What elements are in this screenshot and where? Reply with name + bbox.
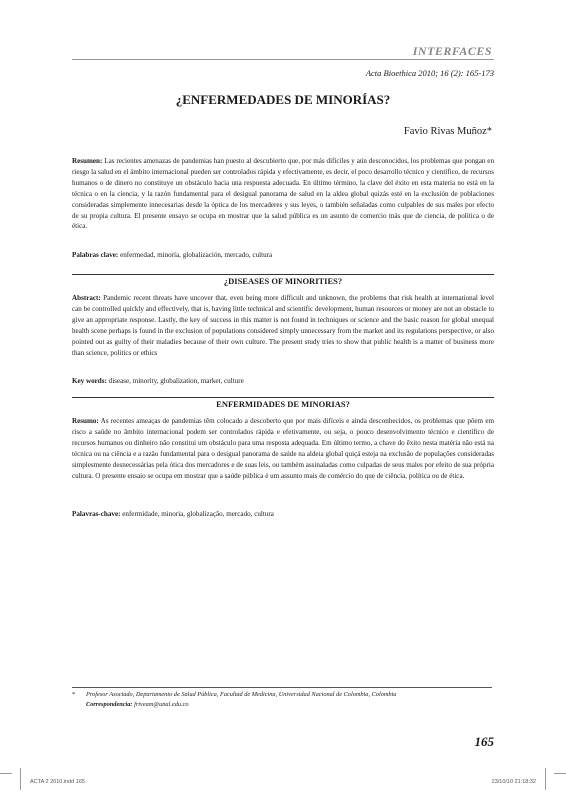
footnote-affiliation [72,690,494,700]
keywords-label: Palavras-chave: [72,510,121,518]
portuguese-title: ENFERMIDADES DE MINORIAS? [72,397,494,409]
abstract-label: Resumen: [72,157,103,165]
footnote-rule [72,687,492,688]
footnote-affiliation-text: Profesor Asociado, Departamento de Salud Pública, Facultad de Medicina, Universidad Nacional de Colombia, Colombia [86,691,397,698]
correspondence-email: friveam@unal.edu.co [134,700,189,708]
crop-mark [20,768,21,790]
abstract-label: Abstract: [72,294,101,302]
abstract-spanish [72,156,494,232]
correspondence-label: Correspondencia: [86,700,133,708]
english-title: ¿DISEASES OF MINORITIES? [72,274,494,286]
abstract-label: Resumo: [72,417,99,425]
author-footnote [72,690,494,709]
abstract-text: Pandemic recent threats have uncover that, even being more difficult and unknown, the problems that risk health at international level can be controlled quickly and effectively, that is, having little technical and scientific development, human resources or money are not an obstacle to give an appropriate response. Lastly, the key of success in this matter is not found in techniques or science and the basic reason for global unequal health scene perhaps is found in the exclusion of populations considered simply unnecessary from the market and its regulations perspective, or also pointed out as guilty of their maladies because of their own culture. The present study tries to show that public health is a matter of business more than science, politics or ethics [72,294,494,357]
crop-mark [554,773,566,774]
author-name: Favio Rivas Muñoz* [403,126,492,137]
keywords-label: Palabras clave: [72,251,119,259]
footnote-correspondence [72,700,494,710]
section-label: INTERFACES [412,44,492,58]
article-title: ¿ENFERMEDADES DE MINORÍAS? [175,92,391,107]
abstract-portuguese [72,416,494,481]
crop-mark [0,773,12,774]
keywords-label: Key words: [72,377,107,385]
keywords-text: enfermedad, minoría, globalización, mercado, cultura [120,251,273,259]
page-number: 165 [474,734,494,749]
journal-citation: Acta Bioethica 2010; 16 (2): 165-173 [365,68,494,78]
keywords-portuguese [72,509,494,520]
footnote-mark: * [72,691,76,698]
keywords-text: enfermidade, minoria, globalização, mercado, cultura [122,510,274,518]
keywords-english [72,376,494,387]
crop-mark [545,768,546,790]
header-rule [72,59,494,60]
keywords-text: disease, minority, globalization, market, culture [108,377,244,385]
keywords-spanish [72,250,494,261]
print-slug-date: 23/10/10 21:18:32 [491,779,536,785]
abstract-english [72,293,494,358]
print-slug-file: ACTA 2 2010.indd 165 [30,779,85,785]
abstract-text: As recentes ameaças de pandemias têm colocado a descoberto que por mais difíceis e ainda desconhecidos, os problemas que põem em risco a saúde no âmbito internacional podem ser controlados rápida e efetivamente, ou seja, o pouco desenvolvimento técnico e científico de recursos humanos ou dinheiro não constitui um obstáculo para uma resposta adequada. Em último termo, a chave do êxito nesta matéria não está na técnica ou na ciência e a razão fundamental para o desigual panorama de saúde na aldeia global quiçá esteja na exclusão de populações consideradas simplesmente desnecessárias pela ótica dos mercadores e de suas leis, ou também assinaladas como culpadas de seus males por efeito de sua própria cultura. O presente ensaio se ocupa em mostrar que a saúde pública é um assunto mais de comércio do que de ciência, política ou de ética. [72,417,494,480]
abstract-text: Las recientes amenazas de pandemias han puesto al descubierto que, por más difíciles y aún desconocidos, los problemas que pongan en riesgo la salud en el ámbito internacional pueden ser controlados rápida y efectivamente, es decir, el poco desarrollo técnico y científico, de recursos humanos o de dinero no constituye un obstáculo hacia una respuesta adecuada. En último término, la clave del éxito en esta materia no está en la técnica o en la ciencia, y la razón fundamental para el desigual panorama de salud en la aldea global quizás esté en la exclusión de poblaciones consideradas simplemente innecesarias desde la óptica de los mercaderes y sus leyes, o también señaladas como culpables de sus males por efecto de su propia cultura. El presente ensayo se ocupa en mostrar que la salud pública es un asunto de comercio más que de ciencia, de política o de ética. [72,157,494,231]
